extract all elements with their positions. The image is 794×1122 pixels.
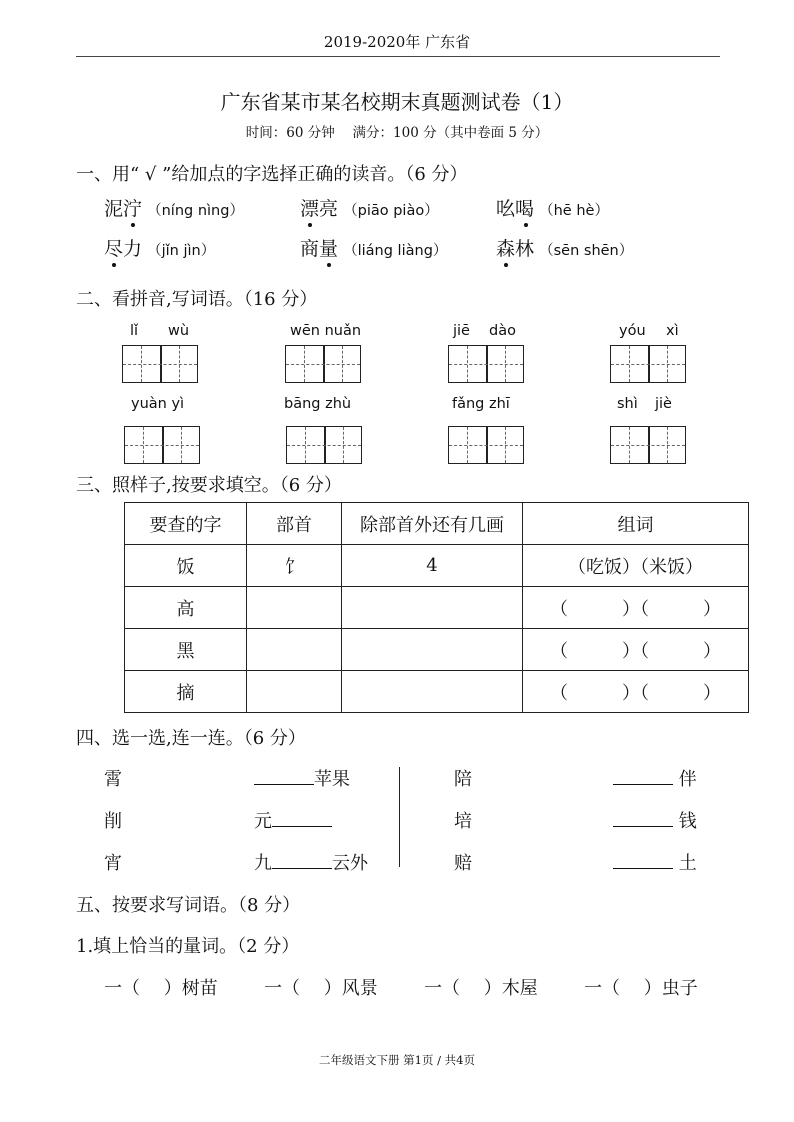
section4-heading: 四、选一选,连一连。（6 分） — [76, 728, 306, 749]
pronunciation-item — [104, 194, 244, 221]
section2-heading: 二、看拼音,写词语。（16 分） — [76, 289, 318, 310]
cell-strokes: 4 — [342, 545, 523, 587]
cell-char: 黑 — [125, 629, 247, 671]
match-char[interactable]: 宵 — [104, 853, 122, 874]
cell-words: （吃饭）（米饭） — [523, 545, 749, 587]
section1-heading: 一、用“ √ ”给加点的字选择正确的读音。（6 分） — [76, 164, 468, 185]
header-rule — [76, 56, 720, 57]
phrase-post: 云外 — [332, 853, 368, 874]
pinyin-label: jiē — [453, 323, 470, 339]
pinyin-label: dào — [489, 323, 516, 339]
item-pinyin: （jǐn jìn） — [147, 243, 216, 259]
section5-heading: 五、按要求写词语。（8 分） — [76, 895, 301, 916]
phrase-post: 苹果 — [314, 769, 350, 790]
cell-words[interactable]: （ ）（ ） — [523, 671, 749, 713]
emphasis-dot — [131, 223, 135, 227]
cell-radical[interactable] — [247, 629, 342, 671]
measure-word-item[interactable]: 一（ ）虫子 — [584, 978, 698, 999]
pinyin-label: jiè — [655, 396, 672, 412]
column-header: 除部首外还有几画 — [342, 503, 523, 545]
emphasis-dot — [308, 223, 312, 227]
match-word[interactable] — [613, 765, 697, 791]
match-char[interactable]: 赔 — [454, 853, 472, 874]
writing-grid[interactable] — [448, 426, 524, 464]
match-phrase[interactable] — [254, 849, 368, 875]
pronunciation-item — [300, 234, 447, 261]
match-word[interactable] — [613, 849, 697, 875]
writing-grid[interactable] — [285, 345, 361, 383]
table-row — [125, 587, 749, 629]
pinyin-label: lǐ — [130, 323, 139, 339]
item-pinyin: （hē hè） — [539, 203, 609, 219]
item-word: 漂亮 — [300, 198, 339, 220]
item-word: 森林 — [496, 238, 535, 260]
column-header: 部首 — [247, 503, 342, 545]
pronunciation-item — [496, 194, 609, 221]
cell-words[interactable]: （ ）（ ） — [523, 629, 749, 671]
word-text: 土 — [678, 853, 697, 874]
cell-radical[interactable] — [247, 671, 342, 713]
writing-grid[interactable] — [124, 426, 200, 464]
cell-strokes[interactable] — [342, 629, 523, 671]
writing-grid[interactable] — [286, 426, 362, 464]
match-char[interactable]: 削 — [104, 811, 122, 832]
emphasis-dot — [327, 263, 331, 267]
fill-blank[interactable] — [272, 810, 332, 827]
pinyin-label: yuàn yì — [131, 396, 185, 412]
fill-blank[interactable] — [613, 852, 673, 869]
cell-char: 饭 — [125, 545, 247, 587]
fill-blank[interactable] — [254, 768, 314, 785]
pinyin-label: bāng zhù — [284, 396, 352, 412]
pronunciation-item — [104, 234, 215, 261]
pinyin-label: shì — [617, 396, 638, 412]
cell-words[interactable]: （ ）（ ） — [523, 587, 749, 629]
pronunciation-item — [496, 234, 633, 261]
measure-word-item[interactable]: 一（ ）木屋 — [424, 978, 538, 999]
writing-grid[interactable] — [610, 345, 686, 383]
section3-heading: 三、照样子,按要求填空。（6 分） — [76, 475, 342, 496]
exam-info: 时间：60 分钟 满分：100 分（其中卷面 5 分） — [245, 125, 549, 141]
cell-char: 摘 — [125, 671, 247, 713]
match-char[interactable]: 陪 — [454, 769, 472, 790]
match-phrase[interactable] — [254, 765, 350, 791]
fill-blank[interactable] — [272, 852, 332, 869]
table-header-row — [125, 503, 749, 545]
table-row — [125, 545, 749, 587]
column-header: 要查的字 — [125, 503, 247, 545]
fill-blank[interactable] — [613, 810, 673, 827]
item-word: 尽力 — [104, 238, 143, 260]
writing-grid[interactable] — [448, 345, 524, 383]
cell-radical: 饣 — [247, 545, 342, 587]
cell-char: 高 — [125, 587, 247, 629]
item-pinyin: （sēn shēn） — [539, 243, 634, 259]
writing-grid[interactable] — [122, 345, 198, 383]
word-text: 伴 — [678, 769, 697, 790]
item-pinyin: （níng nìng） — [147, 203, 244, 219]
page-footer: 二年级语文下册 第1页 / 共4页 — [319, 1053, 475, 1067]
phrase-pre: 元 — [254, 811, 272, 832]
match-word[interactable] — [613, 807, 697, 833]
match-char[interactable]: 培 — [454, 811, 472, 832]
match-char[interactable]: 霄 — [104, 769, 122, 790]
pinyin-label: yóu — [619, 323, 646, 339]
column-header: 组词 — [523, 503, 749, 545]
emphasis-dot — [524, 223, 528, 227]
match-phrase[interactable] — [254, 807, 332, 833]
writing-grid[interactable] — [610, 426, 686, 464]
measure-word-item[interactable]: 一（ ）风景 — [264, 978, 378, 999]
cell-radical[interactable] — [247, 587, 342, 629]
subquestion-title: 1.填上恰当的量词。（2 分） — [76, 936, 300, 957]
cell-strokes[interactable] — [342, 587, 523, 629]
table-row — [125, 629, 749, 671]
phrase-pre: 九 — [254, 853, 272, 874]
page-header: 2019-2020年 广东省 — [323, 33, 471, 51]
pinyin-label: fǎng zhī — [452, 396, 510, 412]
emphasis-dot — [504, 263, 508, 267]
pinyin-label: xì — [666, 323, 679, 339]
item-word: 泥泞 — [104, 198, 143, 220]
table-row — [125, 671, 749, 713]
pinyin-label: wù — [168, 323, 190, 339]
pinyin-label: wēn nuǎn — [290, 323, 362, 339]
measure-word-item[interactable]: 一（ ）树苗 — [104, 978, 218, 999]
fill-blank[interactable] — [613, 768, 673, 785]
item-pinyin: （liáng liàng） — [343, 243, 448, 259]
pronunciation-item — [300, 194, 439, 221]
section-divider — [399, 767, 400, 867]
page-title: 广东省某市某名校期末真题测试卷（1） — [220, 90, 574, 114]
fill-table — [124, 502, 749, 713]
cell-strokes[interactable] — [342, 671, 523, 713]
emphasis-dot — [112, 263, 116, 267]
item-word: 吆喝 — [496, 198, 535, 220]
item-pinyin: （piāo piào） — [343, 203, 439, 219]
item-word: 商量 — [300, 238, 339, 260]
word-text: 钱 — [678, 811, 697, 832]
